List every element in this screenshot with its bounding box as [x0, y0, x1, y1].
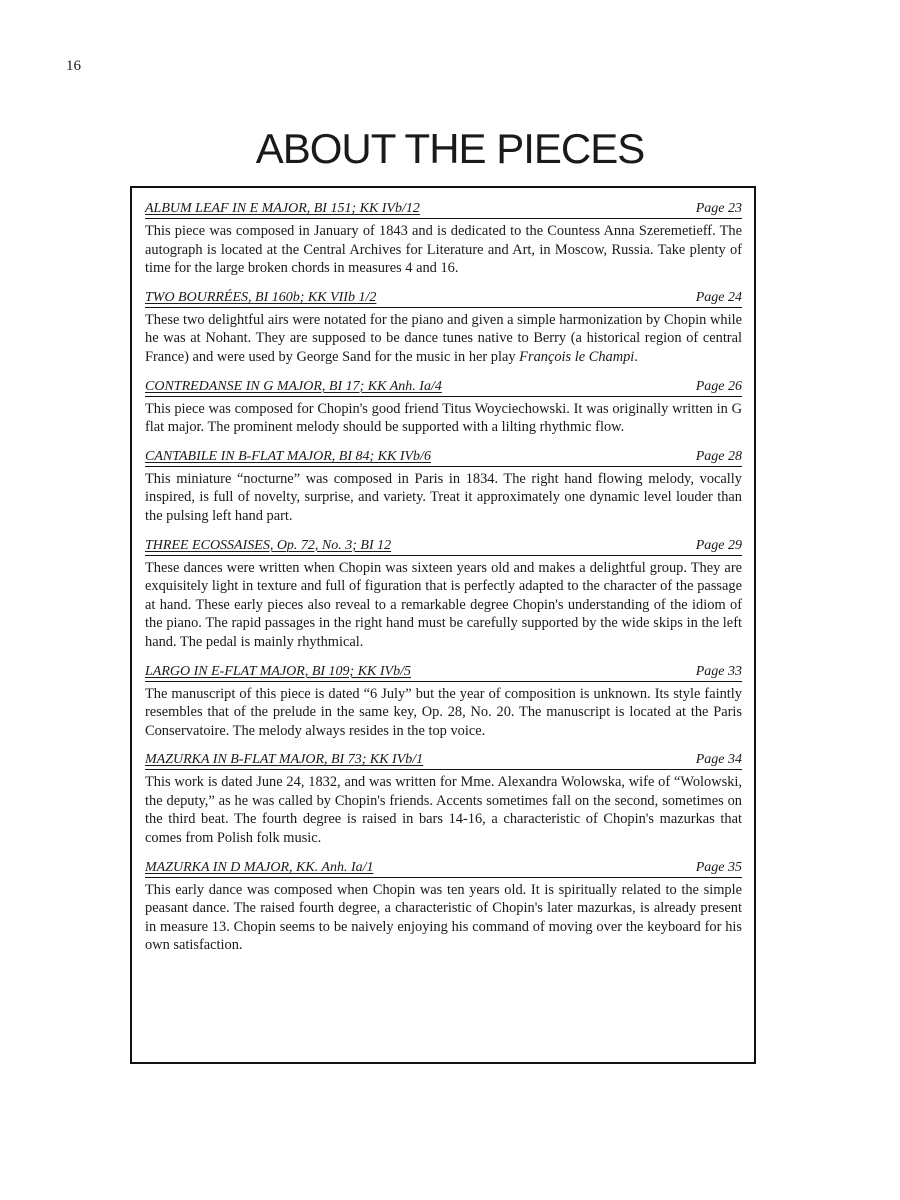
piece-title: MAZURKA IN B-FLAT MAJOR, BI 73; KK IVb/1 [145, 752, 424, 768]
piece-header [145, 663, 742, 682]
piece-description: This early dance was composed when Chopin was ten years old. It is spiritually related to the simple peasant dance. The raised fourth degree, a characteristic of Chopin's later mazurkas, is already present in measure 13. Chopin seems to be naively enjoying his command of moving over the keyboard for his own satisfaction. [145, 881, 742, 954]
piece-entry-two-bourrees [145, 289, 742, 367]
piece-title: MAZURKA IN D MAJOR, KK. Anh. Ia/1 [145, 859, 374, 875]
piece-entry-mazurka-d [145, 859, 742, 955]
piece-header [145, 859, 742, 878]
play-title: François le Champi [519, 348, 635, 365]
piece-entry-album-leaf [145, 200, 742, 278]
piece-entry-three-ecossaises [145, 537, 742, 652]
page-number: 16 [66, 58, 81, 74]
piece-header [145, 448, 742, 467]
piece-description: These dances were written when Chopin was sixteen years old and makes a delightful group. They are exquisitely light in texture and full of figuration that is perfectly adapted to the character of the passage at hand. These early pieces also reveal to a remarkable degree Chopin's understanding of the idiom of the piano. The rapid passages in the right hand must be carefully supported by the wide skips in the left hand. The pedal is mainly rhythmical. [145, 559, 742, 650]
piece-title: CONTREDANSE IN G MAJOR, BI 17; KK Anh. Ia/4 [145, 378, 442, 394]
page-title: ABOUT THE PIECES [255, 125, 645, 172]
piece-header [145, 751, 742, 770]
piece-entry-cantabile [145, 448, 742, 526]
piece-title: CANTABILE IN B-FLAT MAJOR, BI 84; KK IVb/6 [145, 448, 431, 464]
piece-title: THREE ECOSSAISES, Op. 72, No. 3; BI 12 [145, 537, 392, 553]
piece-description: This work is dated June 24, 1832, and was written for Mme. Alexandra Wolowska, wife of “Wolowski, the deputy,” as he was called by Chopin's friends. Accents sometimes fall on the second, sometimes on the third beat. The fourth degree is raised in bars 14-16, a characteristic of Chopin's mazurkas that comes from Polish folk music. [145, 774, 742, 847]
piece-header [145, 537, 742, 556]
piece-title: LARGO IN E-FLAT MAJOR, BI 109; KK IVb/5 [145, 663, 411, 679]
piece-description-end: . [634, 348, 638, 365]
pieces-box [130, 186, 756, 1064]
piece-description: This piece was composed in January of 1843 and is dedicated to the Countess Anna Szeremetieff. The autograph is located at the Central Archives for Literature and Art, in Moscow, Russia. Take plenty of time for the large broken chords in measures 4 and 16. [145, 223, 742, 277]
piece-title: ALBUM LEAF IN E MAJOR, BI 151; KK IVb/12 [145, 201, 420, 216]
piece-description: The manuscript of this piece is dated “6 July” but the year of composition is unknown. Its style faintly resembles that of the prelude in the same key, Op. 28, No. 20. The manuscript is located at the Paris Conservatoire. The melody always resides in the top voice. [145, 685, 742, 739]
piece-page-ref: Page 28 [695, 448, 742, 464]
piece-entry-largo [145, 663, 742, 741]
piece-page-ref: Page 23 [695, 201, 742, 216]
piece-description-text: These two delightful airs were notated for the piano and given a simple harmonization by Chopin while he was at Nohant. They are supposed to be dance tunes native to Berry (a historical region of central France) and were used by George Sand for the music in her play [145, 311, 742, 365]
piece-entry-mazurka-b-flat [145, 751, 742, 847]
piece-page-ref: Page 35 [695, 859, 742, 875]
piece-header [145, 289, 742, 308]
piece-page-ref: Page 26 [695, 378, 742, 394]
piece-description: This miniature “nocturne” was composed in Paris in 1834. The right hand flowing melody, vocally inspired, is full of novelty, surprise, and variety. Treat it approximately one dynamic level louder than the pulsing left hand part. [145, 470, 742, 524]
piece-page-ref: Page 24 [695, 289, 742, 305]
piece-entry-contredanse [145, 378, 742, 437]
piece-page-ref: Page 29 [695, 537, 742, 553]
piece-page-ref: Page 34 [695, 752, 742, 768]
piece-title: TWO BOURRÉES, BI 160b; KK VIIb 1/2 [145, 289, 377, 305]
piece-page-ref: Page 33 [695, 663, 742, 679]
piece-description [145, 311, 742, 367]
piece-header [145, 378, 742, 397]
piece-description: This piece was composed for Chopin's good friend Titus Woyciechowski. It was originally written in G flat major. The prominent melody should be supported with a lilting rhythmic flow. [145, 400, 742, 436]
piece-header [145, 200, 742, 219]
